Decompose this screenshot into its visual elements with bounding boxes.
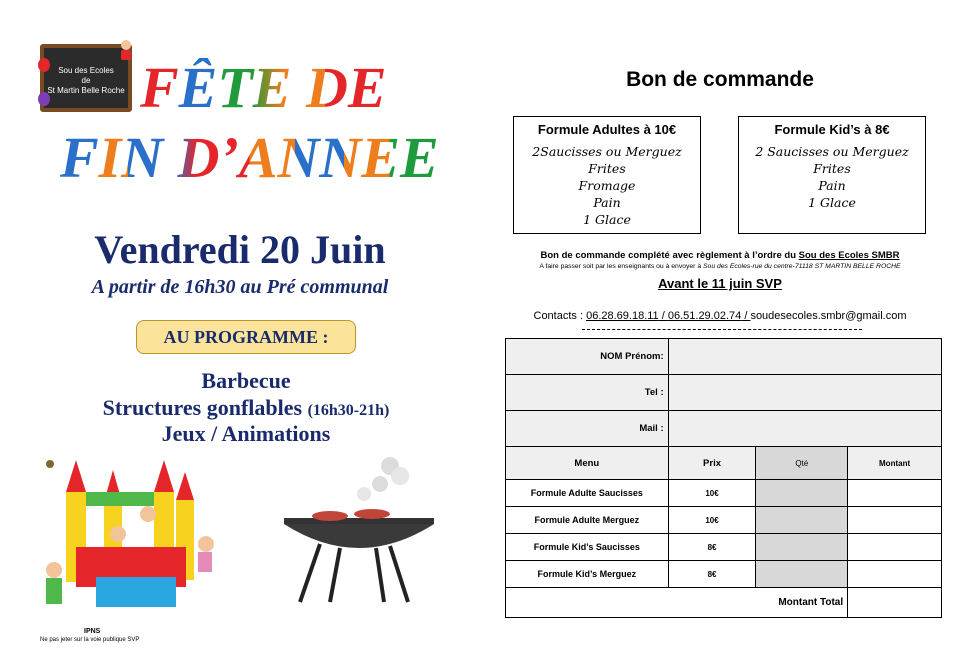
contacts-line: Contacts : 06.28.69.18.11 / 06.51.29.02.74 / soudesecoles.smbr@gmail.com [533, 310, 907, 322]
name-row [506, 339, 942, 375]
order-address: Sou des Ecoles-rue du centre-71118 ST MARTIN BELLE ROCHE [703, 263, 901, 270]
logo-line-1: Sou des Ecoles [58, 66, 114, 75]
formula-item: Frites [588, 161, 626, 176]
order-delivery-note [500, 263, 940, 270]
row-price: 8€ [668, 561, 756, 588]
balloon-icon-2 [36, 92, 52, 110]
total-row [506, 588, 942, 618]
phone-2: 06.51.29.02.74 [667, 310, 742, 322]
table-header [506, 447, 942, 480]
program-item-bouncy-label: Structures gonflables [102, 395, 303, 420]
row-qty-field[interactable] [756, 480, 848, 507]
tel-field[interactable] [668, 375, 941, 411]
row-price: 8€ [668, 534, 756, 561]
row-qty-field[interactable] [756, 534, 848, 561]
event-time: A partir de 16h30 au Pré communal [91, 276, 389, 298]
contacts-label: Contacts : [533, 310, 584, 322]
phone-1: 06.28.69.18.11 [586, 310, 659, 322]
program-item-barbecue: Barbecue [201, 368, 291, 393]
event-date: Vendredi 20 Juin [94, 227, 386, 272]
total-amount-field[interactable] [848, 588, 942, 618]
formula-adults-box [513, 116, 701, 234]
order-heading: Bon de commande [626, 68, 814, 91]
name-label: NOM Prénom: [506, 339, 669, 375]
table-row [506, 561, 942, 588]
litter-note: Ne pas jeter sur la voie publique SVP [40, 637, 140, 643]
formula-item: Pain [818, 178, 846, 193]
program-badge: AU PROGRAMME : [136, 320, 356, 354]
row-menu: Formule Adulte Saucisses [506, 480, 669, 507]
table-row [506, 507, 942, 534]
order-payee: Sou des Ecoles SMBR [798, 250, 900, 261]
row-amount-field[interactable] [848, 534, 942, 561]
title-line-1: FÊTE DE [140, 55, 387, 120]
mail-label: Mail : [506, 411, 669, 447]
col-qty: Qté [756, 447, 848, 480]
total-label: Montant Total [506, 588, 848, 618]
order-deadline: Avant le 11 juin SVP [658, 276, 782, 291]
formula-item: Frites [813, 161, 851, 176]
name-field[interactable] [668, 339, 941, 375]
program-item-bouncy [0, 395, 492, 421]
formula-item: Pain [593, 195, 621, 210]
row-qty-field[interactable] [756, 561, 848, 588]
row-amount-field[interactable] [848, 561, 942, 588]
formula-kids-title: Formule Kid’s à 8€ [774, 122, 890, 137]
formula-item: 1 Glace [808, 195, 856, 210]
barbecue-icon [280, 452, 440, 622]
tel-label: Tel : [506, 375, 669, 411]
row-qty-field[interactable] [756, 507, 848, 534]
row-price: 10€ [668, 480, 756, 507]
order-table [505, 338, 942, 618]
row-menu: Formule Kid’s Merguez [506, 561, 669, 588]
title-line-2: FIN D’ANNEE [60, 125, 439, 190]
row-menu: Formule Adulte Merguez [506, 507, 669, 534]
program-item-bouncy-hours: (16h30-21h) [307, 402, 390, 419]
row-amount-field[interactable] [848, 507, 942, 534]
formula-item: 2Saucisses ou Merguez [532, 144, 682, 159]
logo-line-2: de [81, 76, 91, 85]
contact-email: soudesecoles.smbr@gmail.com [750, 310, 907, 322]
dashed-separator [582, 329, 862, 330]
tel-row [506, 375, 942, 411]
row-price: 10€ [668, 507, 756, 534]
col-amount: Montant [848, 447, 942, 480]
kid-figure-icon [114, 38, 138, 62]
row-amount-field[interactable] [848, 480, 942, 507]
logo-line-3: St Martin Belle Roche [47, 86, 125, 95]
table-row [506, 480, 942, 507]
mail-row [506, 411, 942, 447]
order-delivery-text: A faire passer soit par les enseignants ou à envoyer à [539, 263, 702, 270]
formula-item: Fromage [578, 178, 636, 193]
col-price: Prix [668, 447, 756, 480]
table-row [506, 534, 942, 561]
order-instructions-text: Bon de commande complété avec règlement à l’ordre du [540, 250, 797, 261]
formula-kids-box [738, 116, 926, 234]
ipns-label: IPNS [84, 628, 101, 635]
program-item-games: Jeux / Animations [161, 421, 331, 446]
bouncy-castle-icon [36, 452, 226, 622]
formula-item: 1 Glace [583, 212, 631, 227]
row-menu: Formule Kid’s Saucisses [506, 534, 669, 561]
order-instructions [500, 250, 940, 261]
mail-field[interactable] [668, 411, 941, 447]
balloon-icon [36, 58, 52, 76]
formula-item: 2 Saucisses ou Merguez [755, 144, 909, 159]
formula-adults-title: Formule Adultes à 10€ [537, 122, 677, 137]
col-menu: Menu [506, 447, 669, 480]
